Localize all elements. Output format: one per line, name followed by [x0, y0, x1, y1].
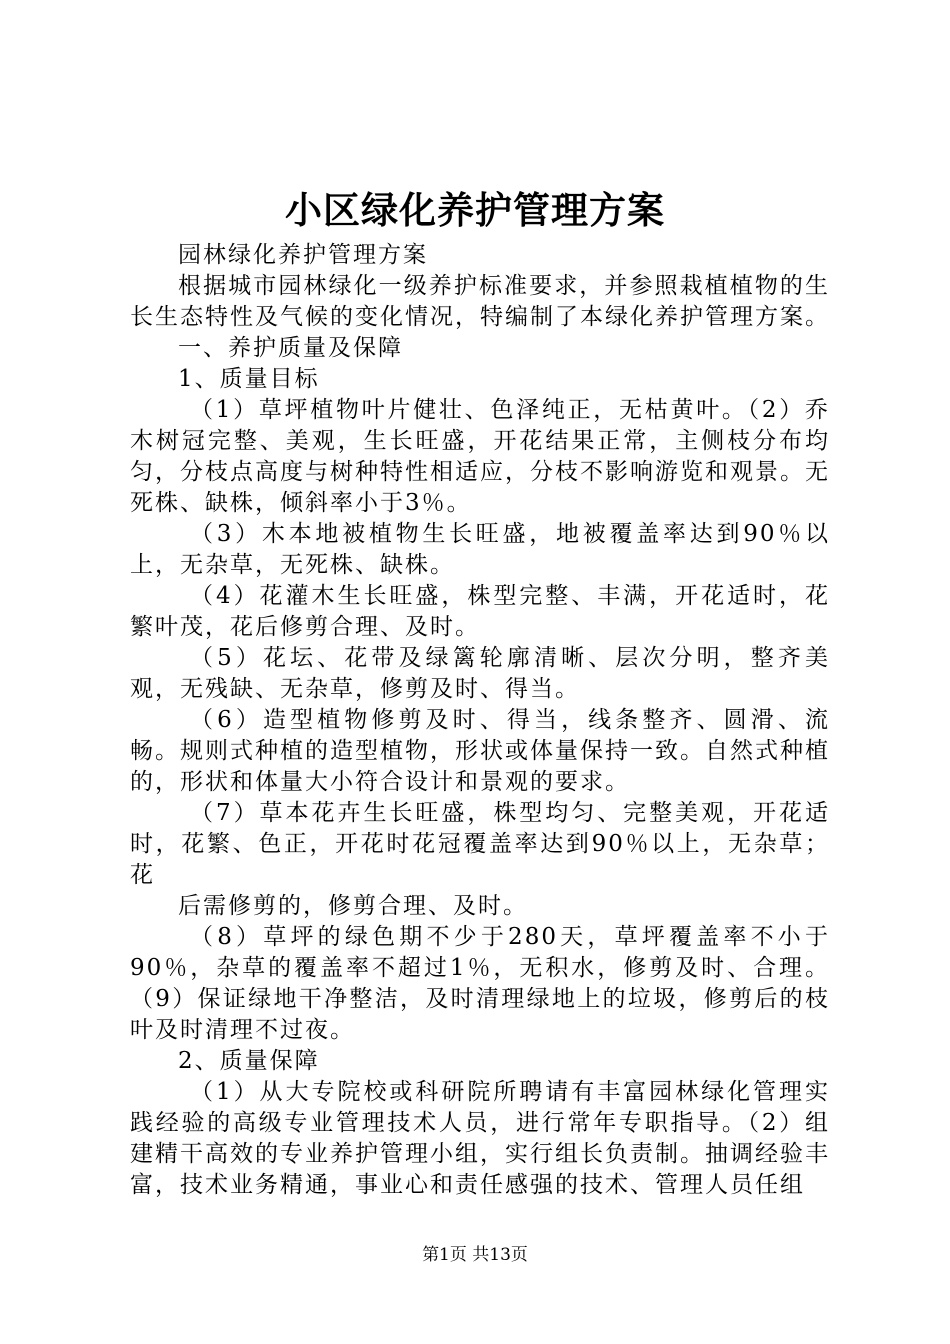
- document-body: [130, 240, 830, 1201]
- document-title: 小区绿化养护管理方案: [285, 188, 665, 232]
- subsection-heading-quality-assurance: 2、质量保障: [178, 1048, 320, 1074]
- subsection-heading-quality-target: 1、质量目标: [178, 366, 320, 392]
- paragraph-item-5: （5）花坛、花带及绿篱轮廓清晰、层次分明，整齐美观，无残缺、无杂草，修剪及时、得当。: [130, 645, 830, 702]
- paragraph-item-7-continued: 后需修剪的，修剪合理、及时。: [178, 893, 528, 919]
- paragraph-item-4: （4）花灌木生长旺盛，株型完整、丰满，开花适时，花繁叶茂，花后修剪合理、及时。: [130, 583, 830, 640]
- page-footer: 第1页 共13页: [422, 1245, 528, 1265]
- paragraph-subtitle: 园林绿化养护管理方案: [178, 242, 428, 268]
- paragraph-item-7: （7）草本花卉生长旺盛，株型均匀、完整美观，开花适时，花繁、色正，开花时花冠覆盖率达到90％以上，无杂草；花: [130, 800, 830, 888]
- paragraph-item-6: （6）造型植物修剪及时、得当，线条整齐、圆滑、流畅。规则式种植的造型植物，形状或体量保持一致。自然式种植的，形状和体量大小符合设计和景观的要求。: [130, 707, 830, 795]
- paragraph-item-3: （3）木本地被植物生长旺盛，地被覆盖率达到90％以上，无杂草，无死株、缺株。: [130, 521, 830, 578]
- paragraph-assurance-1-2: （1）从大专院校或科研院所聘请有丰富园林绿化管理实践经验的高级专业管理技术人员，进行常年专职指导。（2）组建精干高效的专业养护管理小组，实行组长负责制。抽调经验丰富，技术业务精通，事业心和责任感强的技术、管理人员任组: [130, 1079, 830, 1198]
- paragraph-intro: 根据城市园林绿化一级养护标准要求，并参照栽植植物的生长生态特性及气候的变化情况，特编制了本绿化养护管理方案。: [130, 273, 830, 330]
- section-heading-1: 一、养护质量及保障: [178, 335, 403, 361]
- paragraph-item-1-2: （1）草坪植物叶片健壮、色泽纯正，无枯黄叶。（2）乔木树冠完整、美观，生长旺盛，开花结果正常，主侧枝分布均匀，分枝点高度与树种特性相适应，分枝不影响游览和观景。无死株、缺株，倾斜率小于3％。: [130, 397, 830, 516]
- paragraph-item-8-9: （8）草坪的绿色期不少于280天，草坪覆盖率不小于90％，杂草的覆盖率不超过1％，无积水，修剪及时、合理。（9）保证绿地干净整洁，及时清理绿地上的垃圾，修剪后的枝叶及时清理不过夜。: [130, 924, 830, 1043]
